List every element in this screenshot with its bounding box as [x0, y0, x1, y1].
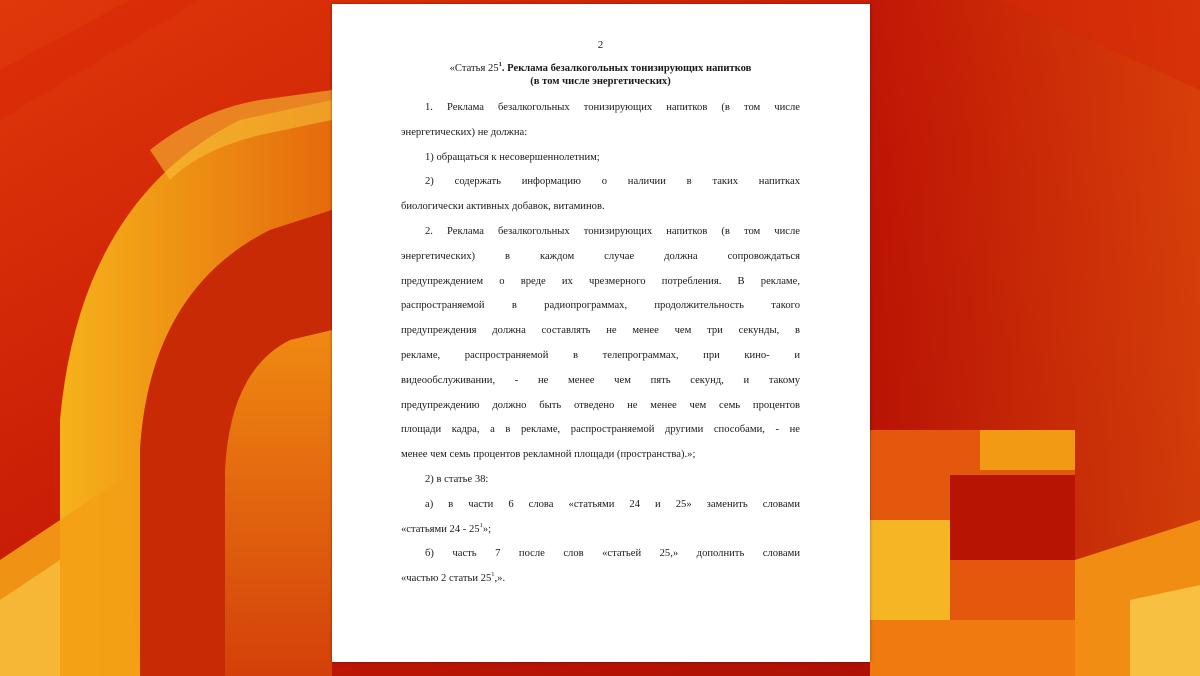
paragraph-7-line-1: б) часть 7 после слов «статьей 25,» дополнить словами	[425, 548, 800, 560]
paragraph-3-line-1: 2) содержать информацию о наличии в таких напитках	[425, 176, 800, 188]
paragraph-7-line-2-text: «частью 2 статьи 25	[401, 573, 492, 585]
paragraph-3-line-2: биологически активных добавок, витаминов.	[401, 201, 605, 213]
paragraph-6-line-1: а) в части 6 слова «статьями 24 и 25» заменить словами	[425, 498, 800, 510]
paragraph-2: 1) обращаться к несовершеннолетним;	[425, 151, 600, 163]
paragraph-6-line-2-text: «статьями 24 - 25	[401, 523, 480, 535]
article-heading-title-line1: . Реклама безалкогольных тонизирующих напитков	[501, 63, 752, 74]
paragraph-4-line-2: энергетических) в каждом случае должна сопровождаться	[401, 250, 800, 262]
paragraph-1-line-1: 1. Реклама безалкогольных тонизирующих напитков (в том числе	[425, 102, 800, 113]
paragraph-6-superscript: 1	[479, 521, 483, 529]
paragraph-1-line-2: энергетических) не должна:	[401, 126, 528, 138]
paragraph-4-line-9: площади кадра, а в рекламе, распространяемой другими способами, - не	[401, 424, 800, 436]
paragraph-4-line-7: видеообслуживании, - не менее чем пять секунд, и такому	[401, 374, 800, 386]
paragraph-4-line-3: предупреждением о вреде их чрезмерного потребления. В рекламе,	[401, 275, 800, 287]
paragraph-6-line-2	[401, 518, 800, 543]
paragraph-4-line-6: рекламе, распространяемой в телепрограммах, при кино- и	[401, 349, 800, 361]
paragraph-4-line-1: 2. Реклама безалкогольных тонизирующих напитков (в том числе	[425, 225, 800, 237]
article-heading-superscript: 1	[498, 61, 502, 68]
paragraph-4-line-5: предупреждения должна составлять не менее чем три секунды, в	[401, 325, 800, 337]
article-heading	[401, 62, 800, 88]
paragraph-7-line-2-end: ,».	[494, 573, 506, 585]
paragraph-4-line-8: предупреждению должно быть отведено не менее чем семь процентов	[401, 399, 800, 411]
paragraph-6-line-2-end: »;	[482, 523, 492, 535]
document-page	[332, 4, 870, 662]
article-heading-title-line2: (в том числе энергетических)	[530, 76, 671, 87]
paragraph-5: 2) в статье 38:	[425, 473, 489, 485]
paragraph-7-line-2	[401, 567, 800, 592]
paragraph-7-superscript: 1	[491, 571, 495, 579]
paragraph-4-line-10: менее чем семь процентов рекламной площади (пространства).»;	[401, 449, 696, 461]
page-number: 2	[597, 39, 604, 51]
paragraph-4-line-4: распространяемой в радиопрограммах, продолжительность такого	[401, 300, 800, 312]
article-heading-lead: «Статья 25	[449, 63, 499, 74]
